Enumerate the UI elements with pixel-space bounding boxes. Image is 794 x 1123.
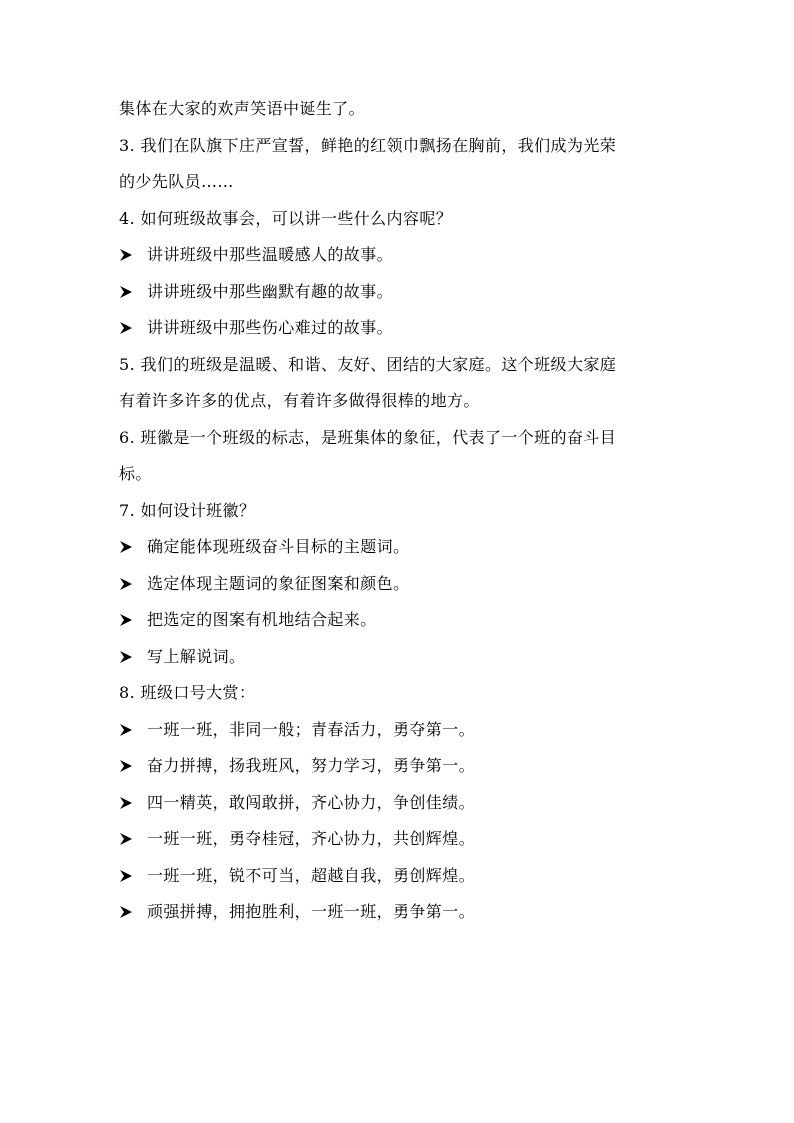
bullet-item: [119, 858, 679, 895]
bullet-text: 顽强拼搏，拥抱胜利，一班一班，勇争第一。: [147, 902, 476, 921]
bullet-item: [119, 785, 679, 822]
document-body: [119, 91, 679, 931]
text-line: 6. 班徽是一个班级的标志，是班集体的象征，代表了一个班的奋斗目: [119, 427, 617, 447]
bullet-item: [119, 566, 679, 603]
bullet-item: [119, 821, 679, 858]
bullet-item: [119, 529, 679, 566]
bullet-item: [119, 274, 679, 311]
arrow-bullet-icon: [119, 321, 147, 335]
arrow-bullet-icon: [119, 832, 147, 846]
arrow-bullet-icon: [119, 613, 147, 627]
text-line: 集体在大家的欢声笑语中诞生了。: [119, 99, 366, 118]
bullet-item: [119, 310, 679, 347]
text-line: 3. 我们在队旗下庄严宣誓，鲜艳的红领巾飘扬在胸前，我们成为光荣: [119, 135, 617, 155]
bullet-text: 把选定的图案有机地结合起来。: [147, 610, 377, 629]
bullet-text: 一班一班，非同一般；青春活力，勇夺第一。: [147, 719, 476, 739]
arrow-bullet-icon: [119, 759, 147, 773]
bullet-text: 讲讲班级中那些温暖感人的故事。: [147, 245, 394, 264]
text-line: 7. 如何设计班徽？: [119, 500, 256, 520]
bullet-item: [119, 639, 679, 676]
arrow-bullet-icon: [119, 869, 147, 883]
bullet-text: 一班一班，勇夺桂冠，齐心协力，共创辉煌。: [147, 829, 476, 848]
text-line: 标。: [119, 464, 152, 483]
bullet-item: [119, 894, 679, 931]
arrow-bullet-icon: [119, 905, 147, 919]
arrow-bullet-icon: [119, 540, 147, 554]
arrow-bullet-icon: [119, 577, 147, 591]
arrow-bullet-icon: [119, 650, 147, 664]
bullet-text: 写上解说词。: [147, 646, 246, 666]
text-line: 5. 我们的班级是温暖、和谐、友好、团结的大家庭。这个班级大家庭: [119, 354, 617, 374]
bullet-text: 确定能体现班级奋斗目标的主题词。: [147, 537, 410, 556]
bullet-item: [119, 712, 679, 749]
text-line: 的少先队员……: [119, 172, 234, 191]
text-line: 有着许多许多的优点，有着许多做得很棒的地方。: [119, 391, 480, 410]
bullet-text: 四一精英，敢闯敢拼，齐心协力，争创佳绩。: [147, 792, 476, 812]
arrow-bullet-icon: [119, 723, 147, 737]
bullet-item: [119, 602, 679, 639]
bullet-item: [119, 237, 679, 274]
bullet-text: 一班一班，锐不可当，超越自我，勇创辉煌。: [147, 865, 476, 885]
bullet-text: 奋力拼搏，扬我班风，努力学习，勇争第一。: [147, 756, 476, 775]
arrow-bullet-icon: [119, 796, 147, 810]
bullet-item: [119, 748, 679, 785]
bullet-text: 选定体现主题词的象征图案和颜色。: [147, 573, 410, 593]
bullet-text: 讲讲班级中那些幽默有趣的故事。: [147, 281, 394, 301]
text-line: 4. 如何班级故事会，可以讲一些什么内容呢？: [119, 208, 453, 228]
arrow-bullet-icon: [119, 285, 147, 299]
text-line: 8. 班级口号大赏：: [119, 683, 256, 702]
bullet-text: 讲讲班级中那些伤心难过的故事。: [147, 318, 394, 337]
arrow-bullet-icon: [119, 248, 147, 262]
